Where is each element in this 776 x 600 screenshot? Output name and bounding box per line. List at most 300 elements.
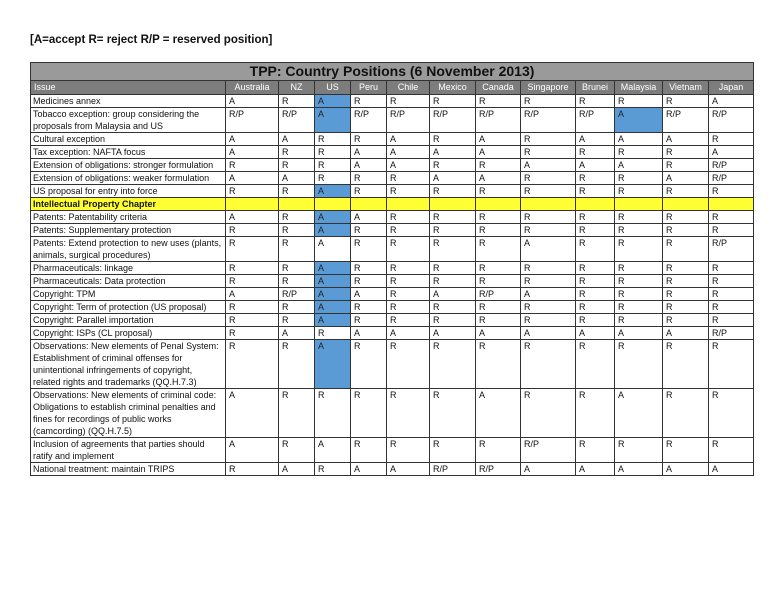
position-cell [279,198,315,211]
position-cell: R [576,438,615,463]
position-cell: A [279,172,315,185]
position-cell: R [615,146,663,159]
position-cell: R [476,301,521,314]
issue-cell: Medicines annex [31,95,226,108]
position-cell: A [226,288,279,301]
position-cell: A [315,237,351,262]
position-cell: A [476,146,521,159]
position-cell: R/P [521,108,576,133]
table-row [31,172,754,185]
position-cell: A [430,327,476,340]
table-row [31,133,754,146]
position-cell: A [521,288,576,301]
position-cell: R [615,275,663,288]
position-cell: R [476,185,521,198]
position-cell: R [279,237,315,262]
position-cell: R [387,301,430,314]
position-cell: A [315,262,351,275]
issue-cell: Patents: Patentability criteria [31,211,226,224]
position-cell: A [476,133,521,146]
position-cell: R/P [226,108,279,133]
position-cell: R [279,275,315,288]
issue-cell: Copyright: Parallel importation [31,314,226,327]
position-cell: R [315,463,351,476]
position-cell: A [476,389,521,438]
position-cell: R [387,314,430,327]
position-cell: R [576,237,615,262]
position-cell: R [351,340,387,389]
table-row [31,159,754,172]
position-cell: R/P [279,288,315,301]
section-title: Intellectual Property Chapter [31,198,226,211]
position-cell: R [351,133,387,146]
position-cell: R [615,172,663,185]
position-cell: A [615,327,663,340]
position-cell: R [576,340,615,389]
position-cell: R [430,275,476,288]
position-cell: R [663,275,709,288]
issue-cell: Copyright: Term of protection (US proposal) [31,301,226,314]
position-cell: A [521,159,576,172]
position-cell: R [476,211,521,224]
table-row [31,95,754,108]
position-cell: A [521,327,576,340]
position-cell: A [315,108,351,133]
issue-cell: Pharmaceuticals: Data protection [31,275,226,288]
position-cell: R [521,224,576,237]
position-cell: A [315,288,351,301]
position-cell: A [476,327,521,340]
position-cell: A [387,133,430,146]
position-cell: R/P [430,463,476,476]
position-cell: R [387,438,430,463]
position-cell: R [476,314,521,327]
position-cell: R [351,389,387,438]
position-cell: R [663,438,709,463]
position-cell: R/P [663,108,709,133]
position-cell: R [576,275,615,288]
position-cell: R [521,389,576,438]
position-cell: R [576,301,615,314]
table-row [31,185,754,198]
position-cell: R [709,301,754,314]
issue-cell: Copyright: ISPs (CL proposal) [31,327,226,340]
position-cell: R [387,172,430,185]
position-cell: A [615,463,663,476]
position-cell: R [430,159,476,172]
position-cell: R [576,288,615,301]
position-cell: R [430,262,476,275]
position-cell: A [476,172,521,185]
position-cell: R [279,262,315,275]
position-cell: R [663,211,709,224]
position-cell: R [663,288,709,301]
position-cell: A [576,463,615,476]
position-cell: R [387,288,430,301]
position-cell: R [576,146,615,159]
position-cell: A [315,438,351,463]
header-country: Singapore [521,81,576,95]
position-cell: R [430,211,476,224]
position-cell [387,198,430,211]
position-cell: R [387,95,430,108]
issue-cell: Cultural exception [31,133,226,146]
position-cell: R [279,146,315,159]
header-country: Vietnam [663,81,709,95]
position-cell: R [387,224,430,237]
position-cell: R [709,224,754,237]
issue-cell: Extension of obligations: stronger formulation [31,159,226,172]
position-cell: A [226,172,279,185]
table-row [31,275,754,288]
position-cell [576,198,615,211]
position-cell: R [709,185,754,198]
position-cell: R [226,314,279,327]
position-cell: R [279,224,315,237]
position-cell: R/P [476,463,521,476]
position-cell: R [430,301,476,314]
position-cell: R [226,185,279,198]
position-cell: A [709,95,754,108]
table-row [31,301,754,314]
section-row [31,198,754,211]
position-cell: A [663,133,709,146]
position-cell: R [351,314,387,327]
position-cell: A [315,301,351,314]
position-cell: R/P [709,108,754,133]
header-country: Mexico [430,81,476,95]
position-cell: A [430,172,476,185]
position-cell [226,198,279,211]
table-row [31,463,754,476]
header-country: NZ [279,81,315,95]
position-cell: R [521,172,576,185]
position-cell: A [315,275,351,288]
position-cell: R [476,95,521,108]
position-cell: A [387,463,430,476]
position-cell: R [351,185,387,198]
position-cell: A [279,133,315,146]
position-cell: R/P [576,108,615,133]
table-row [31,288,754,301]
position-cell: R [387,340,430,389]
position-cell: R [521,340,576,389]
legend: [A=accept R= reject R/P = reserved position] [30,34,273,46]
position-cell: R [279,438,315,463]
position-cell: R [476,275,521,288]
position-cell: R [226,340,279,389]
position-cell: R [351,262,387,275]
position-cell: R [663,314,709,327]
position-cell: A [615,108,663,133]
position-cell: R [430,314,476,327]
position-cell: R [709,133,754,146]
table-row [31,224,754,237]
position-cell: R [709,340,754,389]
position-cell: A [521,237,576,262]
position-cell: R [576,185,615,198]
position-cell: R [709,288,754,301]
position-cell: A [521,463,576,476]
position-cell: R [709,389,754,438]
header-country: Peru [351,81,387,95]
position-cell: R/P [476,108,521,133]
position-cell: R [576,224,615,237]
position-cell: R [430,340,476,389]
position-cell: R [430,185,476,198]
issue-cell: National treatment: maintain TRIPS [31,463,226,476]
position-cell: R [476,340,521,389]
table-row [31,327,754,340]
position-cell: A [576,133,615,146]
position-cell: R [615,288,663,301]
position-cell: R [615,314,663,327]
position-cell: A [279,327,315,340]
position-cell: A [615,159,663,172]
position-cell [351,198,387,211]
issue-cell: Copyright: TPM [31,288,226,301]
position-cell: R [430,133,476,146]
position-cell: R [279,340,315,389]
position-cell: R/P [709,237,754,262]
position-cell: R [279,389,315,438]
position-cell: R [226,224,279,237]
position-cell: R [279,185,315,198]
position-cell: R [315,389,351,438]
position-cell: R [576,95,615,108]
position-cell: R/P [430,108,476,133]
table-row [31,340,754,389]
position-cell: R [226,159,279,172]
position-cell: R [226,275,279,288]
position-cell: R [315,159,351,172]
position-cell: R [709,211,754,224]
table-row [31,389,754,438]
position-cell: R [476,262,521,275]
table-row [31,108,754,133]
position-cell: R [521,185,576,198]
position-cell [663,198,709,211]
position-cell: R/P [521,438,576,463]
position-cell: R [663,146,709,159]
position-cell: A [430,146,476,159]
position-cell: R [351,275,387,288]
position-cell: A [226,95,279,108]
position-cell: A [279,463,315,476]
issue-cell: Tax exception: NAFTA focus [31,146,226,159]
position-cell: R [521,95,576,108]
position-cell: R [279,211,315,224]
position-cell: A [615,133,663,146]
header-issue: Issue [31,81,226,95]
position-cell: R [226,262,279,275]
position-cell: A [315,185,351,198]
position-cell: R [576,172,615,185]
position-cell: A [226,211,279,224]
position-cell: R [387,389,430,438]
position-cell: A [576,327,615,340]
position-cell: A [663,463,709,476]
position-cell: R [387,185,430,198]
position-cell: R [279,159,315,172]
position-cell: R [476,438,521,463]
position-cell: R [351,95,387,108]
position-cell: A [226,389,279,438]
position-cell: R [430,224,476,237]
position-cell: R [615,185,663,198]
header-country: Malaysia [615,81,663,95]
position-cell: R [576,314,615,327]
position-cell: R [430,237,476,262]
header-country: Australia [226,81,279,95]
header-country: Brunei [576,81,615,95]
position-cell: A [226,438,279,463]
position-cell: R [351,301,387,314]
position-cell: R [387,262,430,275]
position-cell: R [521,301,576,314]
position-cell: R [430,95,476,108]
issue-cell: Patents: Extend protection to new uses (plants, animals, surgical procedures) [31,237,226,262]
header-country: Japan [709,81,754,95]
position-cell: R [663,95,709,108]
position-cell: R [351,224,387,237]
position-cell: A [315,340,351,389]
position-cell: R [315,327,351,340]
position-cell: R [576,262,615,275]
position-cell: R [226,463,279,476]
position-cell: A [226,133,279,146]
position-cell: R [279,95,315,108]
issue-cell: Pharmaceuticals: linkage [31,262,226,275]
position-cell: A [351,327,387,340]
position-cell: R [351,172,387,185]
position-cell [315,198,351,211]
table-title: TPP: Country Positions (6 November 2013) [31,63,754,81]
table-row [31,211,754,224]
position-cell: A [387,327,430,340]
position-cell: R [663,224,709,237]
position-cell: R [663,262,709,275]
position-cell: R [663,301,709,314]
position-cell: A [387,159,430,172]
position-cell: R/P [709,172,754,185]
position-cell: R [615,95,663,108]
header-country: Chile [387,81,430,95]
position-cell: A [351,211,387,224]
position-cell: A [351,288,387,301]
position-cell: A [663,172,709,185]
issue-cell: US proposal for entry into force [31,185,226,198]
position-cell: R [521,262,576,275]
position-cell: A [663,327,709,340]
position-cell: R/P [709,327,754,340]
position-cell: R [521,146,576,159]
issue-cell: Tobacco exception: group considering the proposals from Malaysia and US [31,108,226,133]
position-cell: A [315,314,351,327]
position-cell: R [663,159,709,172]
position-cell: R [521,314,576,327]
position-cell: A [351,463,387,476]
position-cell: R [663,237,709,262]
position-cell: A [387,146,430,159]
position-cell: R [521,211,576,224]
position-cell: A [709,146,754,159]
position-cell [615,198,663,211]
position-cell [476,198,521,211]
position-cell: R/P [387,108,430,133]
position-cell: R [279,314,315,327]
position-cell: R [663,185,709,198]
position-cell: R [476,224,521,237]
issue-cell: Extension of obligations: weaker formulation [31,172,226,185]
position-cell: A [315,224,351,237]
position-cell: R/P [351,108,387,133]
table-row [31,438,754,463]
position-cell: A [351,159,387,172]
position-cell: R [521,133,576,146]
position-cell: R [226,301,279,314]
position-cell [521,198,576,211]
position-cell: R [663,389,709,438]
position-cell [709,198,754,211]
position-cell: R [387,211,430,224]
position-cell: R [615,211,663,224]
position-cell: R [351,237,387,262]
position-cell: R [615,262,663,275]
position-cell: R [615,340,663,389]
position-cell: R [315,146,351,159]
position-cell: R [430,438,476,463]
issue-cell: Patents: Supplementary protection [31,224,226,237]
table-row [31,237,754,262]
position-cell: R [709,314,754,327]
position-cell: R [387,237,430,262]
position-cell: R/P [279,108,315,133]
position-cell: A [615,389,663,438]
position-cell: A [226,146,279,159]
issue-cell: Inclusion of agreements that parties should ratify and implement [31,438,226,463]
position-cell: R [576,389,615,438]
header-country: US [315,81,351,95]
position-cell: R [226,327,279,340]
position-cell [430,198,476,211]
position-cell: R [521,275,576,288]
header-row [31,81,754,95]
position-cell: A [576,159,615,172]
position-cell: R [709,438,754,463]
position-cell: R [387,275,430,288]
position-cell: R [576,211,615,224]
position-cell: R [615,224,663,237]
position-cell: A [351,146,387,159]
position-cell: R [663,340,709,389]
table-row [31,262,754,275]
position-cell: R [615,438,663,463]
issue-cell: Observations: New elements of criminal code: Obligations to establish criminal penalties and fines for recordings of public works (camcording) (QQ.H.7.5) [31,389,226,438]
position-cell: R [615,237,663,262]
issue-cell: Observations: New elements of Penal System: Establishment of criminal offenses for unintentional infringements of copyright, related rights and trademarks (QQ.H.7.3) [31,340,226,389]
position-cell: A [315,95,351,108]
position-cell: R/P [709,159,754,172]
position-cell: R [476,237,521,262]
position-cell: R [279,301,315,314]
position-cell: A [709,463,754,476]
position-cell: R [226,237,279,262]
position-cell: R [315,172,351,185]
table-row [31,146,754,159]
position-cell: R [476,159,521,172]
position-cell: R [430,389,476,438]
